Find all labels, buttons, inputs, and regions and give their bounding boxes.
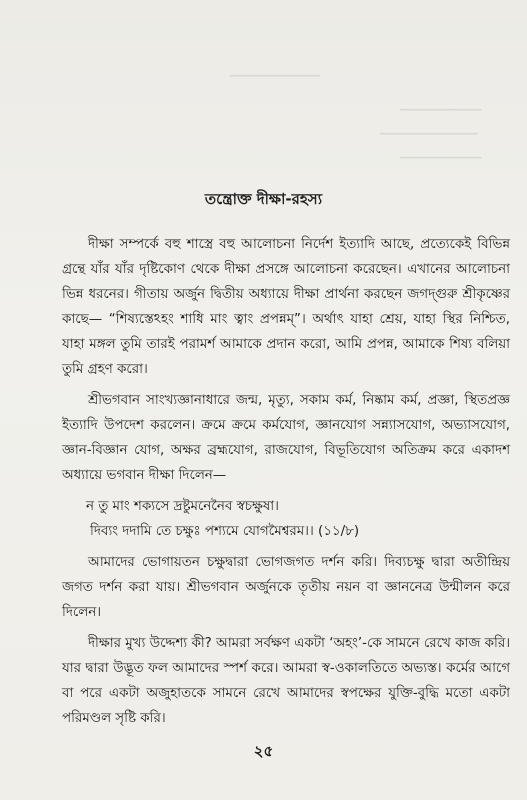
paragraph: দীক্ষা সম্পর্কে বহু শাস্ত্রে বহু আলোচনা নির্দেশ ইত্যাদি আছে, প্রত্যেকেই বিভিন্ন গ্রন্থে যাঁর যাঁর দৃষ্টিকোণ থেকে দীক্ষা প্রসঙ্গে আলোচনা করেছেন। এখানের আলোচনা ভিন্ন ধরনের। গীতায় অর্জুন দ্বিতীয় অধ্যায়ে দীক্ষা প্রার্থনা করছেন জগদ্গুরু শ্রীকৃষ্ণের কাছে— “শিষ্যস্তেঽহং শাধি মাং ত্বাং প্রপন্নম্”। অর্থাৎ যাহা শ্রেয়, যাহা স্থির নিশ্চিত, যাহা মঙ্গল তুমি তারই পরামর্শ আমাকে প্রদান করো, আমি প্রপন্ন, আমাকে শিষ্য বলিয়া তুমি গ্রহণ করো। (62, 237, 510, 377)
verse-block (62, 494, 510, 544)
bleed-through-text: ▁▁▁▁▁▁▁▁▁▁▁▁ (380, 124, 479, 135)
page-body (62, 232, 510, 737)
paragraph: দীক্ষার মুখ্য উদ্দেশ্য কী? আমরা সর্বক্ষণ একটা ‘অহং’-কে সামনে রেখে কাজ করি। যার দ্বারা উদ্ভূত ফল আমাদের স্পর্শ করে। আমরা স্ব-ওকালতিতে অভ্যস্ত। কর্মের আগে বা পরে একটা অজুহাতকে সামনে রেখে আমাদের স্বপক্ষের যুক্তি-বুদ্ধি মতো একটা পরিমণ্ডল সৃষ্টি করি। (62, 636, 510, 726)
page-number: ২৫ (253, 742, 274, 760)
chapter-title: তন্ত্রোক্ত দীক্ষা-রহস্য (204, 190, 323, 208)
bleed-through-text: ▁▁▁▁▁▁▁▁▁▁▁ (230, 66, 321, 77)
paragraph: শ্রীভগবান সাংখ্যজ্ঞানাধারে জন্ম, মৃত্যু, সকাম কর্ম, নিষ্কাম কর্ম, প্রজ্ঞা, স্থিতপ্রজ্ঞ ইত্যাদি উপদেশ করলেন। ক্রমে ক্রমে কর্মযোগ, জ্ঞানযোগ সন্ন্যাসযোগ, অভ্যাসযোগ, জ্ঞান-বিজ্ঞান যোগ, অক্ষর ব্রহ্মযোগ, রাজযোগ, বিভূতিযোগ অতিক্রম করে একাদশ অধ্যায়ে ভগবান দীক্ষা দিলেন— (62, 393, 510, 483)
verse-line: ন তু মাং শক্যসে দ্রষ্টুমনেনৈব স্বচক্ষুষা। (86, 499, 279, 514)
bleed-through-text: ▁▁▁▁▁▁▁▁▁▁ (400, 100, 482, 111)
verse-line: দিব্যং দদামি তে চক্ষুঃ পশ্যমে যোগমৈশ্বরম।। (১১/৮) (90, 524, 360, 539)
bleed-through-text: ▁▁▁▁▁▁▁▁▁▁ (400, 148, 482, 159)
paragraph: আমাদের ভোগায়তন চক্ষুদ্বারা ভোগজগত দর্শন করি। দিব্যচক্ষু দ্বারা অতীন্দ্রিয় জগত দর্শন করা যায়। শ্রীভগবান অর্জুনকে তৃতীয় নয়ন বা জ্ঞাননেত্র উন্মীলন করে দিলেন। (62, 555, 510, 620)
